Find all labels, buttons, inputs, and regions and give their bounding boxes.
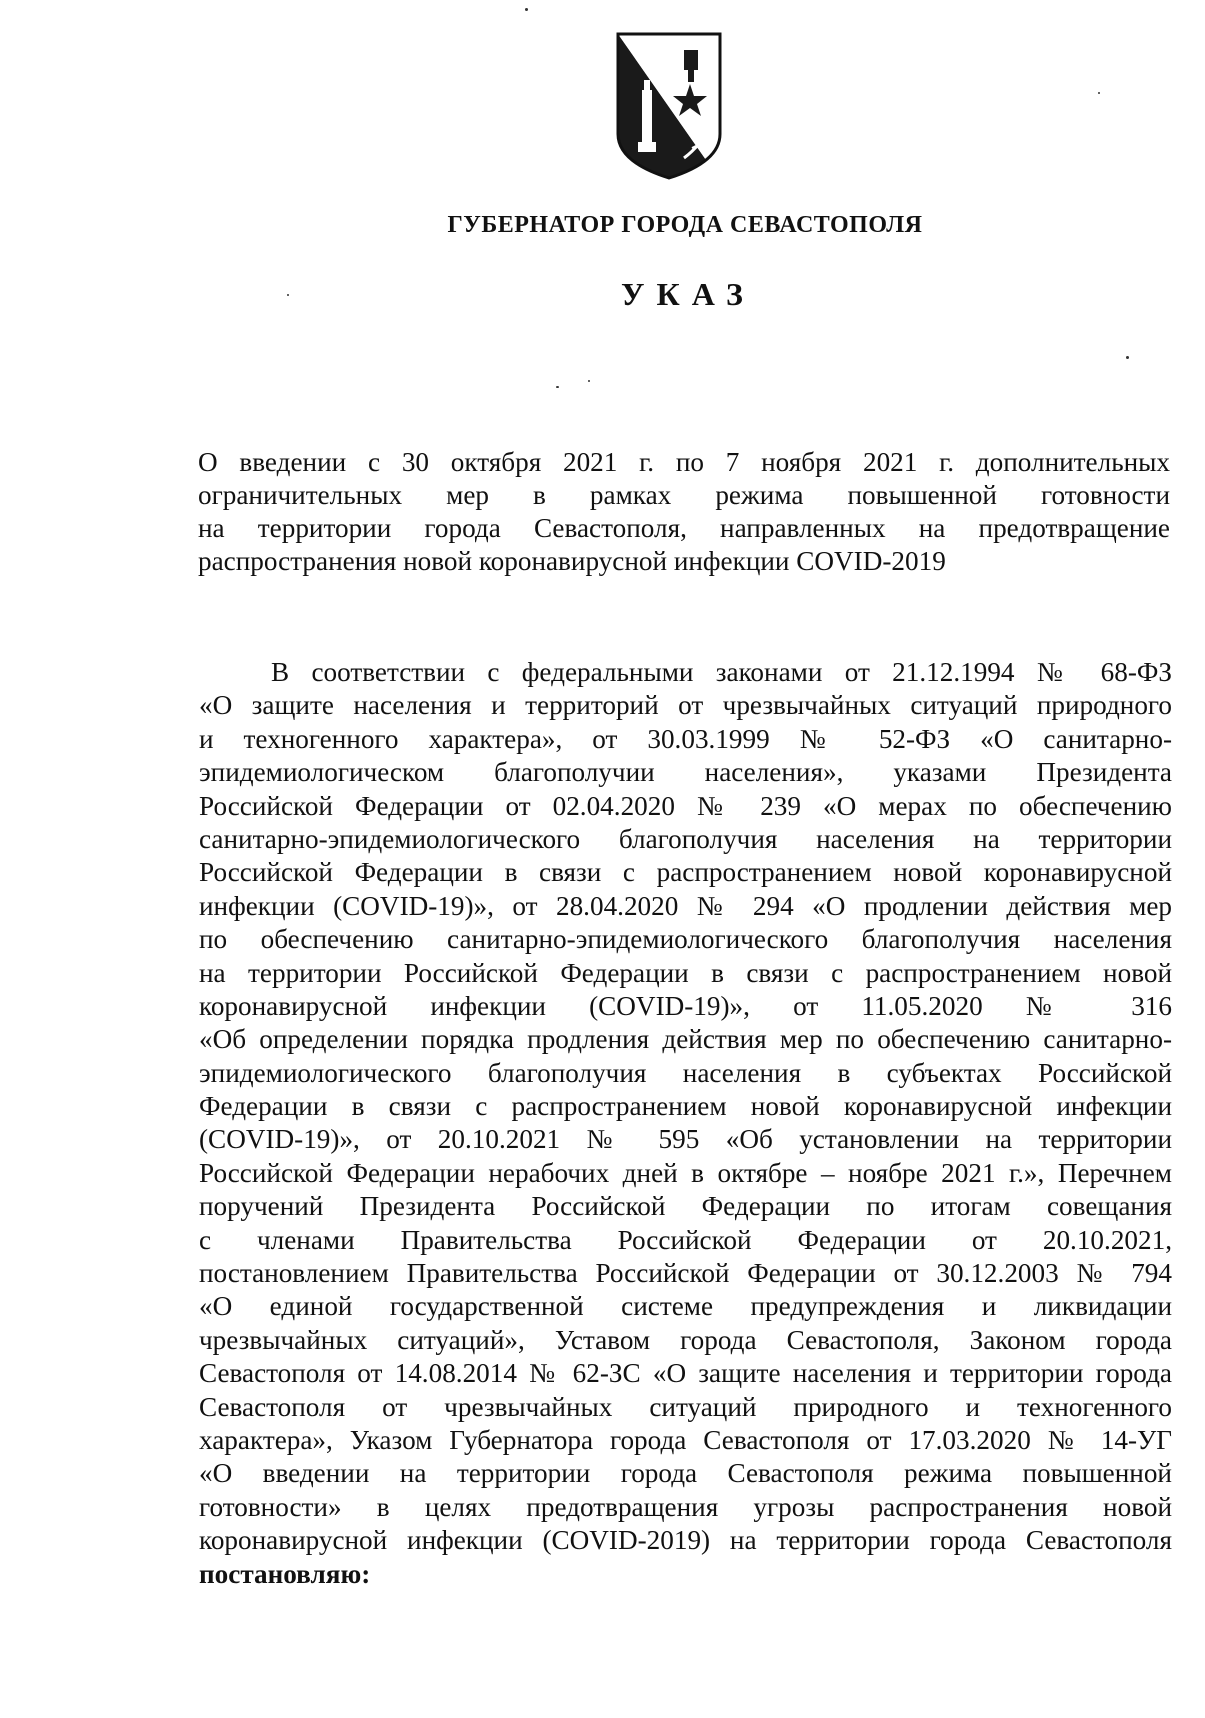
- scan-speck: [1126, 356, 1129, 359]
- body-line: коронавирусной инфекции (COVID-2019) на территории города Севастополя: [199, 1525, 1172, 1556]
- body-line: характера», Указом Губернатора города Севастополя от 17.03.2020 № 14-УГ: [199, 1424, 1172, 1455]
- body-line: эпидемиологическом благополучии населения», указами Президента: [199, 757, 1172, 788]
- scan-speck: [287, 294, 289, 296]
- body-line: Севастополя от чрезвычайных ситуаций природного и техногенного: [199, 1391, 1172, 1422]
- body-line: В соответствии с федеральными законами от 21.12.1994 № 68-ФЗ: [271, 657, 1172, 687]
- body-line: коронавирусной инфекции (COVID-19)», от 11.05.2020 № 316: [199, 990, 1172, 1021]
- body-line: эпидемиологического благополучия населения в субъектах Российской: [199, 1057, 1172, 1088]
- body-line: (COVID-19)», от 20.10.2021 № 595 «Об установлении на территории: [199, 1124, 1172, 1155]
- body-line: Федерации в связи с распространением новой коронавирусной инфекции: [199, 1091, 1172, 1122]
- scan-speck: [556, 386, 559, 388]
- body-line: поручений Президента Российской Федерации по итогам совещания: [199, 1191, 1172, 1222]
- body-line: «Об определении порядка продления действия мер по обеспечению санитарно-: [199, 1024, 1172, 1055]
- body-line: «О введении на территории города Севастополя режима повышенной: [199, 1458, 1172, 1489]
- body-line: Севастополя от 14.08.2014 № 62-ЗС «О защите населения и территории города: [199, 1358, 1172, 1389]
- body-line: и техногенного характера», от 30.03.1999 № 52-ФЗ «О санитарно-: [199, 723, 1172, 754]
- body-line: на территории Российской Федерации в связи с распространением новой: [199, 957, 1172, 988]
- title-line: ограничительных мер в рамках режима повышенной готовности: [198, 480, 1170, 510]
- body-line: санитарно-эпидемиологического благополучия населения на территории: [199, 823, 1172, 854]
- body-line: чрезвычайных ситуаций», Уставом города Севастополя, Законом города: [199, 1324, 1172, 1355]
- issuing-authority: ГУБЕРНАТОР ГОРОДА СЕВАСТОПОЛЯ: [447, 212, 923, 238]
- body-line: с членами Правительства Российской Федерации от 20.10.2021,: [199, 1224, 1172, 1255]
- body-line: Российской Федерации от 02.04.2020 № 239 «О мерах по обеспечению: [199, 790, 1172, 821]
- coat-of-arms-icon: [612, 30, 726, 182]
- body-line: по обеспечению санитарно-эпидемиологического благополучия населения: [199, 924, 1172, 955]
- scan-speck: [525, 8, 528, 11]
- scan-speck: [1098, 92, 1100, 94]
- body-line: «О единой государственной системе предупреждения и ликвидации: [199, 1291, 1172, 1322]
- body-line: инфекции (COVID-19)», от 28.04.2020 № 294 «О продлении действия мер: [199, 890, 1172, 921]
- body-line: «О защите населения и территорий от чрезвычайных ситуаций природного: [199, 690, 1172, 721]
- scan-speck: [588, 380, 590, 382]
- decree-word: постановляю:: [199, 1558, 371, 1589]
- title-line: на территории города Севастополя, направленных на предотвращение: [198, 513, 1170, 543]
- preamble-paragraph: [199, 656, 1172, 1591]
- body-line: Российской Федерации в связи с распространением новой коронавирусной: [199, 857, 1172, 888]
- title-line: распространения новой коронавирусной инфекции COVID-2019: [198, 546, 946, 576]
- body-line: готовности» в целях предотвращения угрозы распространения новой: [199, 1491, 1172, 1522]
- document-title: [198, 446, 1170, 578]
- document-type: УКАЗ: [621, 276, 755, 312]
- body-line: Российской Федерации нерабочих дней в октябре – ноябре 2021 г.», Перечнем: [199, 1157, 1172, 1188]
- body-line: постановлением Правительства Российской Федерации от 30.12.2003 № 794: [199, 1258, 1172, 1289]
- title-line: О введении с 30 октября 2021 г. по 7 ноября 2021 г. дополнительных: [198, 447, 1170, 477]
